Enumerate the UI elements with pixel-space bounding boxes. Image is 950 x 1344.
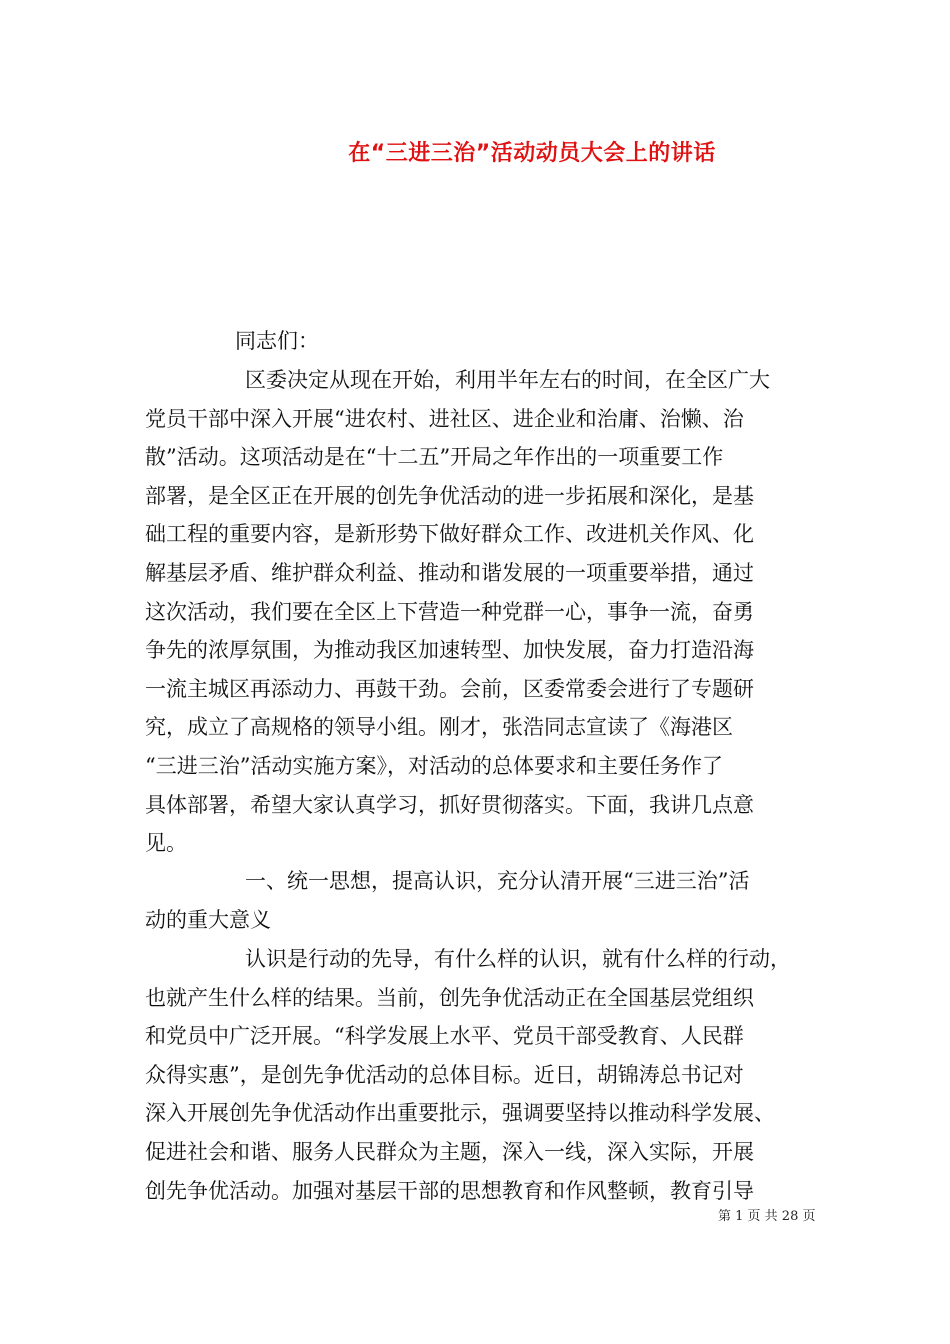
section-heading-1: [145, 862, 805, 939]
paragraph-line: 具体部署，希望大家认真学习，抓好贯彻落实。下面，我讲几点意: [145, 792, 754, 817]
document-title: 在“三进三治”活动动员大会上的讲话: [348, 141, 716, 166]
paragraph-line: 争先的浓厚氛围，为推动我区加速转型、加快发展，奋力打造沿海: [145, 638, 754, 663]
paragraph-line: 也就产生什么样的结果。当前，创先争优活动正在全国基层党组织: [145, 985, 754, 1010]
paragraph-line: 区委决定从现在开始，利用半年左右的时间，在全区广大: [245, 368, 770, 392]
paragraph-line: 一流主城区再添动力、再鼓干劲。会前，区委常委会进行了专题研: [145, 676, 754, 701]
page-number-footer: 第 1 页 共 28 页: [718, 1209, 816, 1224]
paragraph-line: 促进社会和谐、服务人民群众为主题，深入一线，深入实际，开展: [145, 1139, 754, 1164]
paragraph-line: 和党员中广泛开展。“科学发展上水平、党员干部受教育、人民群: [145, 1024, 744, 1049]
heading-line: 一、统一思想，提高认识，充分认清开展“三进三治”活: [245, 869, 750, 893]
paragraph-line: 众得实惠”，是创先争优活动的总体目标。近日，胡锦涛总书记对: [145, 1062, 744, 1087]
paragraph-1: [145, 361, 805, 863]
paragraph-line: 部署，是全区正在开展的创先争优活动的进一步拓展和深化，是基: [145, 483, 754, 508]
paragraph-line: 创先争优活动。加强对基层干部的思想教育和作风整顿，教育引导: [145, 1178, 754, 1203]
paragraph-line: 础工程的重要内容，是新形势下做好群众工作、改进机关作风、化: [145, 522, 754, 547]
heading-line: 动的重大意义: [145, 907, 271, 932]
paragraph-line: 散”活动。这项活动是在“十二五”开局之年作出的一项重要工作: [145, 445, 724, 470]
paragraph-line: “三进三治”活动实施方案》，对活动的总体要求和主要任务作了: [145, 753, 723, 778]
paragraph-line: 这次活动，我们要在全区上下营造一种党群一心，事争一流，奋勇: [145, 599, 754, 624]
paragraph-2: [145, 940, 805, 1210]
paragraph-line: 见。: [145, 831, 187, 856]
paragraph-line: 党员干部中深入开展“进农村、进社区、进企业和治庸、治懒、治: [145, 406, 744, 431]
paragraph-line: 认识是行动的先导，有什么样的认识，就有什么样的行动，: [245, 947, 791, 971]
paragraph-line: 解基层矛盾、维护群众利益、推动和谐发展的一项重要举措，通过: [145, 560, 754, 585]
paragraph-line: 究，成立了高规格的领导小组。刚才，张浩同志宣读了《海港区: [145, 715, 733, 740]
paragraph-line: 深入开展创先争优活动作出重要批示，强调要坚持以推动科学发展、: [145, 1101, 775, 1126]
salutation: 同志们：: [235, 329, 319, 353]
